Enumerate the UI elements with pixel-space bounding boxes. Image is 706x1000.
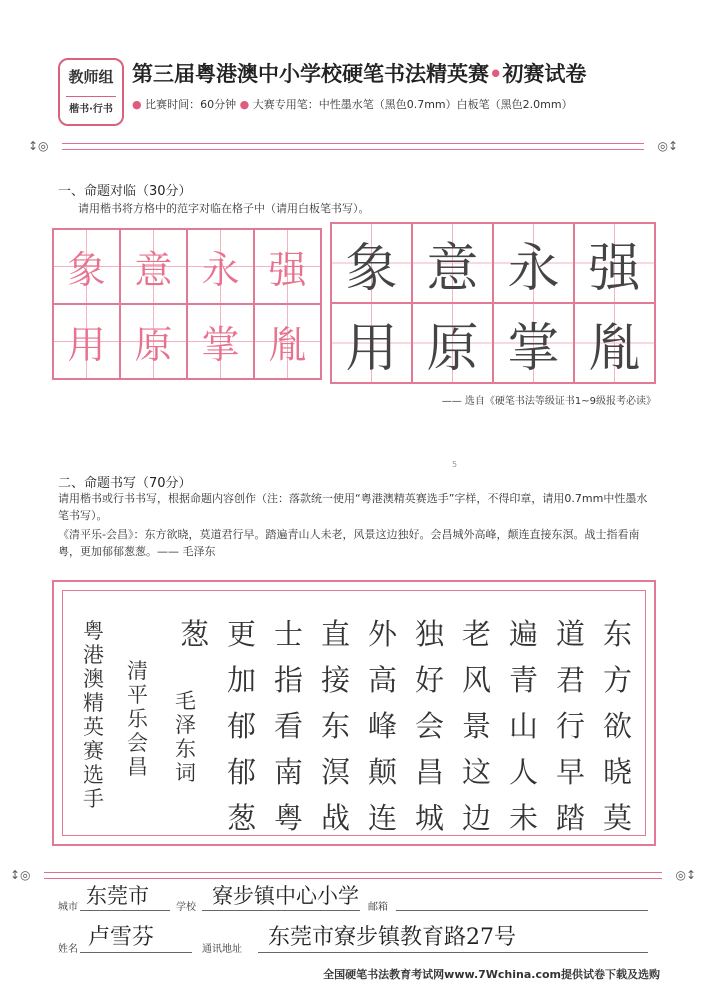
poem-char: 风: [462, 663, 492, 697]
poem-char: 早: [556, 755, 586, 789]
poem-char: 景: [462, 709, 492, 743]
signature-char: 会: [127, 731, 148, 755]
signature-char: 词: [175, 761, 196, 785]
signature-char: 东: [175, 737, 196, 761]
title-dot: •: [489, 62, 503, 86]
section2-instruction: 请用楷书或行书书写，根据命题内容创作（注：落款统一使用“粤港澳精英赛选手”字样，不得印章，请用0.7mm中性墨水笔书写）。: [58, 492, 648, 522]
model-grid: [52, 228, 322, 380]
poem-char: 更: [227, 617, 257, 651]
poem-char: 欲: [603, 709, 633, 743]
poem-char: 士: [274, 617, 304, 651]
poem-char: 晓: [603, 755, 633, 789]
signature-contestant: [83, 619, 104, 811]
poem-char: 昌: [415, 755, 445, 789]
poem-char: 指: [274, 663, 304, 697]
section1-instruction: 请用楷书将方格中的范字对临在格子中（请用白板笔书写）。: [78, 202, 370, 215]
school-value[interactable]: 寮步镇中心小学: [212, 884, 359, 908]
section1-heading: 一、命题对临（30分）: [58, 184, 192, 199]
badge-divider: [66, 96, 116, 97]
model-cell: 意: [120, 229, 187, 304]
rule-time: 比赛时间：60分钟: [145, 98, 237, 111]
poem-column: [415, 611, 444, 841]
address-underline: [258, 952, 648, 953]
poem-char: 君: [556, 663, 586, 697]
poem-char: 人: [509, 755, 539, 789]
ornament-left-icon: ↕◎: [28, 139, 49, 153]
address-value[interactable]: 东莞市寮步镇教育路27号: [268, 925, 516, 950]
poem-char: 莫: [603, 801, 633, 835]
signature-char: 平: [127, 683, 148, 707]
poem-char: 道: [556, 617, 586, 651]
poem-char: 好: [415, 663, 445, 697]
address-label: 通讯地址: [202, 944, 242, 955]
model-cell: 永: [187, 229, 254, 304]
poem-char: 山: [509, 709, 539, 743]
poem-column: [180, 611, 209, 657]
header-divider-2: [62, 149, 644, 150]
poem-column: [227, 611, 256, 841]
poem-char: 直: [321, 617, 351, 651]
poem-char: 这: [462, 755, 492, 789]
practice-cell[interactable]: 象: [331, 223, 412, 303]
poem-char: 溟: [321, 755, 351, 789]
ornament-right-icon: ◎↕: [675, 868, 696, 882]
poem-char: 会: [415, 709, 445, 743]
page-mark: 5: [452, 460, 458, 469]
bullet-icon: ●: [132, 98, 142, 111]
signature-char: 精: [83, 691, 104, 715]
exam-rules: [132, 96, 573, 112]
signature-author: [175, 689, 196, 785]
model-source: —— 选自《硬笔书法等级证书1~9级报考必读》: [441, 396, 656, 407]
badge-scripts-label: 楷书·行书: [69, 104, 113, 115]
model-cell: 用: [53, 304, 120, 379]
poem-column: [368, 611, 397, 841]
practice-grid[interactable]: [330, 222, 656, 384]
writing-area-inner: [62, 590, 646, 836]
signature-char: 港: [83, 643, 104, 667]
poem-char: 外: [368, 617, 398, 651]
name-label: 姓名: [58, 944, 78, 955]
poem-char: 行: [556, 709, 586, 743]
practice-cell[interactable]: 用: [331, 303, 412, 383]
poem-char: 东: [603, 617, 633, 651]
practice-cell[interactable]: 永: [493, 223, 574, 303]
school-label: 学校: [176, 902, 196, 913]
poem-char: 老: [462, 617, 492, 651]
poem-char: 葱: [227, 801, 257, 835]
model-cell: 强: [254, 229, 321, 304]
poem-char: 城: [415, 801, 445, 835]
ornament-left-icon: ↕◎: [10, 868, 31, 882]
name-value[interactable]: 卢雪芬: [88, 925, 155, 950]
poem-char: 连: [368, 801, 398, 835]
header-divider: [62, 143, 644, 144]
page-title: [132, 58, 586, 88]
practice-cell[interactable]: 掌: [493, 303, 574, 383]
poem-char: 踏: [556, 801, 586, 835]
poem-char: 颠: [368, 755, 398, 789]
poem-char: 未: [509, 801, 539, 835]
poem-char: 峰: [368, 709, 398, 743]
practice-cell[interactable]: 胤: [574, 303, 655, 383]
signature-char: 粤: [83, 619, 104, 643]
poem-char: 东: [321, 709, 351, 743]
model-cell: 象: [53, 229, 120, 304]
poem-column: [556, 611, 585, 841]
poem-column: [603, 611, 632, 841]
poem-char: 加: [227, 663, 257, 697]
poem-char: 看: [274, 709, 304, 743]
signature-char: 乐: [127, 707, 148, 731]
poem-column: [509, 611, 538, 841]
signature-char: 昌: [127, 755, 148, 779]
poem-column: [274, 611, 303, 841]
postcode-underline: [396, 910, 648, 911]
poem-char: 独: [415, 617, 445, 651]
signature-char: 泽: [175, 713, 196, 737]
school-underline: [202, 910, 360, 911]
signature-char: 赛: [83, 739, 104, 763]
city-underline: [80, 910, 170, 911]
poem-char: 高: [368, 663, 398, 697]
badge-group-label: 教师组: [68, 68, 114, 86]
poem-char: 接: [321, 663, 351, 697]
poem-char: 郁: [227, 755, 257, 789]
model-cell: 原: [120, 304, 187, 379]
section2-heading: 二、命题书写（70分）: [58, 476, 192, 491]
signature-char: 选: [83, 763, 104, 787]
writing-area[interactable]: [52, 580, 656, 846]
footer-divider-2: [44, 878, 662, 879]
model-cell: 掌: [187, 304, 254, 379]
rule-pens: 大赛专用笔：中性墨水笔（黑色0.7mm）白板笔（黑色2.0mm）: [252, 98, 573, 111]
poem-char: 青: [509, 663, 539, 697]
poem-column: [321, 611, 350, 841]
site-note: 全国硬笔书法教育考试网www.7Wchina.com提供试卷下载及选购: [323, 968, 660, 981]
city-label: 城市: [58, 902, 78, 913]
signature-char: 清: [127, 659, 148, 683]
ornament-right-icon: ◎↕: [657, 139, 678, 153]
practice-cell[interactable]: 意: [412, 223, 493, 303]
poem-source-text: 《清平乐-会昌》：东方欲晓，莫道君行早。踏遍青山人未老，风景这边独好。会昌城外高峰，颠连直接东溟。战士指看南粤，更加郁郁葱葱。—— 毛泽东: [58, 528, 640, 558]
signature-char: 手: [83, 787, 104, 811]
poem-char: 葱: [180, 617, 210, 651]
title-tail: 初赛试卷: [502, 62, 587, 86]
title-main: 第三届粤港澳中小学校硬笔书法精英赛: [132, 62, 489, 86]
poem-char: 遍: [509, 617, 539, 651]
poem-char: 边: [462, 801, 492, 835]
signature-char: 英: [83, 715, 104, 739]
poem-column: [462, 611, 491, 841]
practice-cell[interactable]: 强: [574, 223, 655, 303]
model-cell: 胤: [254, 304, 321, 379]
poem-char: 郁: [227, 709, 257, 743]
poem-char: 战: [321, 801, 351, 835]
poem-char: 方: [603, 663, 633, 697]
signature-title: [127, 659, 148, 779]
practice-cell[interactable]: 原: [412, 303, 493, 383]
bullet-icon: ●: [239, 98, 250, 111]
postcode-label: 邮箱: [368, 902, 388, 913]
poem-char: 粤: [274, 801, 304, 835]
signature-char: 毛: [175, 689, 196, 713]
name-underline: [80, 952, 192, 953]
group-badge: [58, 58, 124, 126]
poem-char: 南: [274, 755, 304, 789]
city-value[interactable]: 东莞市: [86, 884, 149, 908]
footer-divider: [44, 872, 662, 873]
signature-char: 澳: [83, 667, 104, 691]
